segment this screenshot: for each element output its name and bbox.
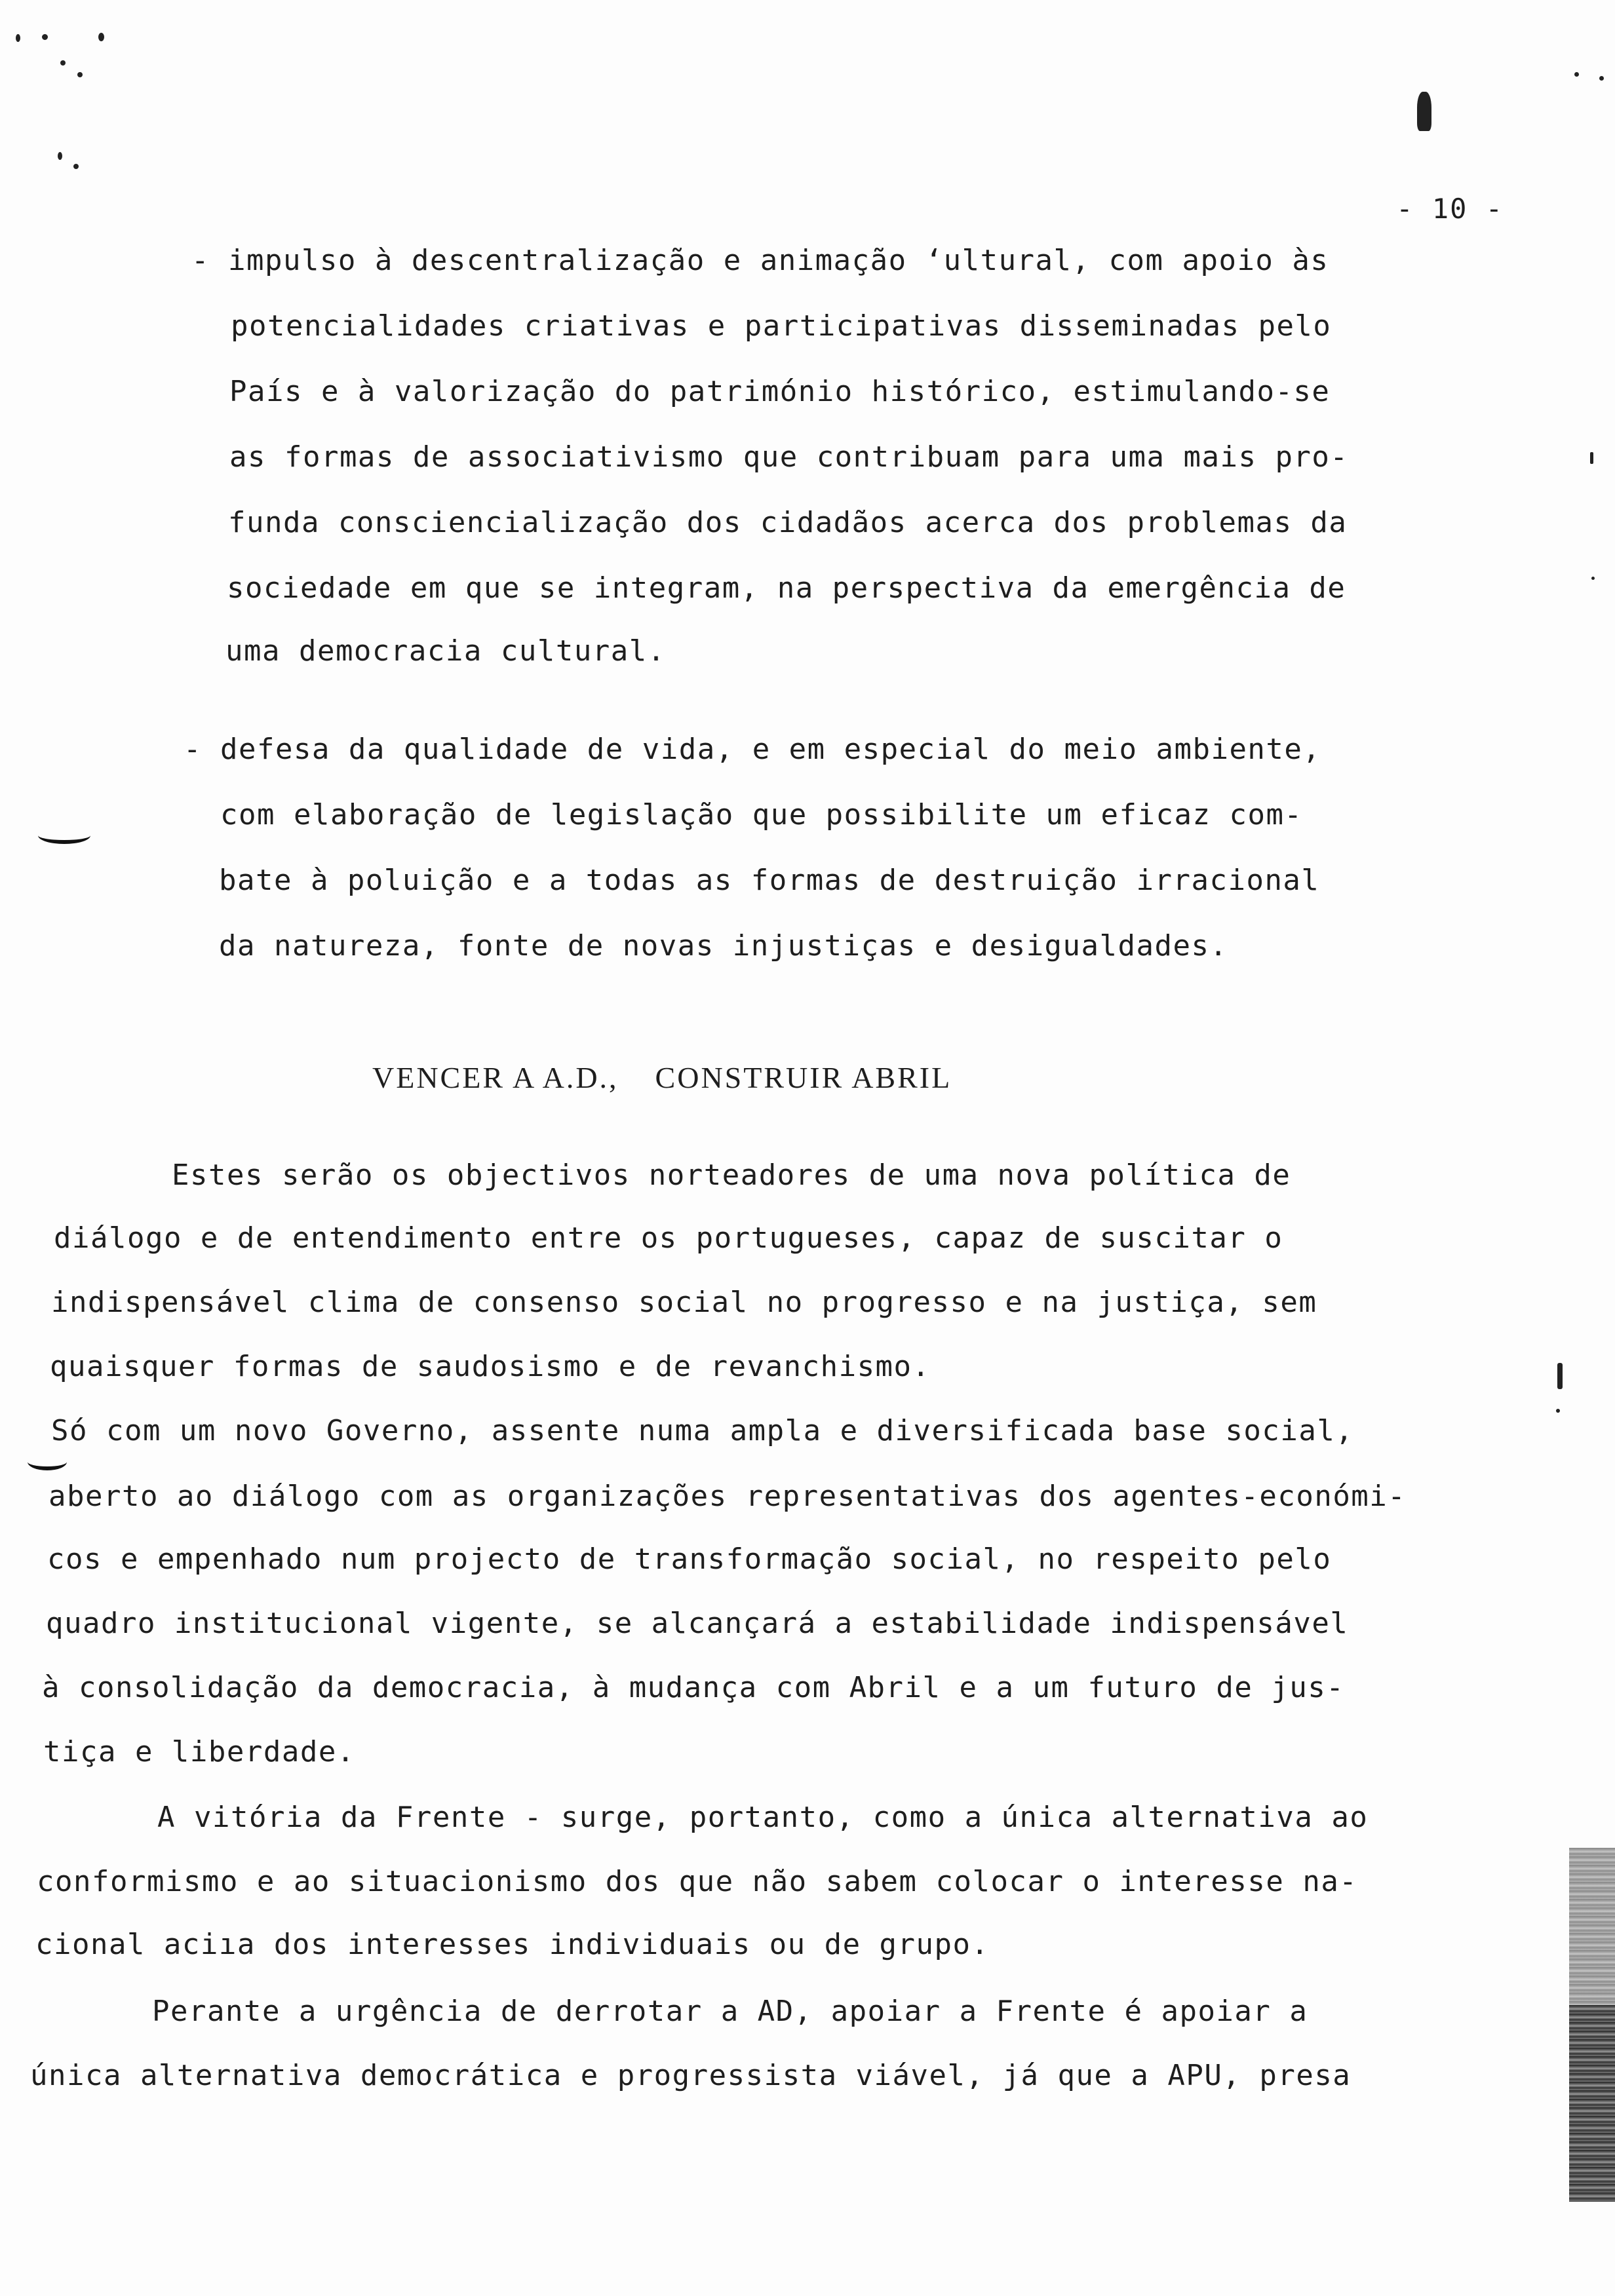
text-line: - impulso à descentralização e animação ʻultural, com apoio às [191,244,1329,277]
text-line: à consolidação da democracia, à mudança com Abril e a um futuro de jus- [42,1671,1345,1704]
margin-mark [28,1453,67,1470]
text-line: quaisquer formas de saudosismo e de revanchismo. [50,1350,931,1383]
scan-speck [1417,92,1431,131]
scan-speck [98,33,104,41]
text-line: potencialidades criativas e participativas disseminadas pelo [231,309,1332,343]
text-line: - defesa da qualidade de vida, e em especial do meio ambiente, [184,733,1321,766]
text-line: com elaboração de legislação que possibilite um eficaz com- [220,798,1303,832]
text-line: aberto ao diálogo com as organizações representativas dos agentes-económi- [49,1480,1407,1513]
text-line: Só com um novo Governo, assente numa ampla e diversificada base social, [51,1414,1354,1447]
text-line: funda consciencialização dos cidadãos acerca dos problemas da [228,506,1348,539]
text-line: cos e empenhado num projecto de transformação social, no respeito pelo [47,1542,1332,1576]
text-line: única alternativa democrática e progressista viável, já que a APU, presa [30,2059,1352,2092]
text-line: conformismo e ao situacionismo dos que não sabem colocar o interesse na- [37,1865,1358,1898]
text-line: tiça e liberdade. [43,1735,355,1769]
text-line: da natureza, fonte de novas injustiças e desigualdades. [219,929,1228,963]
heading-part-2: CONSTRUIR ABRIL [655,1061,952,1094]
text-line: as formas de associativismo que contribuam para uma mais pro- [229,440,1349,474]
scan-speck [58,152,62,160]
scan-speck [1557,1363,1563,1389]
scan-edge-shadow [1569,2005,1615,2202]
scan-speck [1590,452,1593,464]
scan-speck [42,34,48,40]
scan-speck [1591,577,1595,580]
scan-speck [1556,1409,1560,1413]
text-line: diálogo e de entendimento entre os portugueses, capaz de suscitar o [54,1221,1283,1255]
text-line: uma democracia cultural. [225,634,666,668]
text-line: sociedade em que se integram, na perspectiva da emergência de [227,571,1346,605]
scan-speck [73,164,79,169]
margin-mark [38,827,90,844]
page-number: - 10 - [1396,193,1504,225]
text-line: País e à valorização do património histórico, estimulando-se [229,375,1331,408]
text-line: Perante a urgência de derrotar a AD, apoiar a Frente é apoiar a [152,1995,1308,2028]
text-line: Estes serão os objectivos norteadores de uma nova política de [172,1158,1291,1192]
heading-part-1: VENCER A A.D., [372,1061,619,1094]
scan-speck [60,60,66,66]
section-heading [372,1060,952,1095]
text-line: bate à poluição e a todas as formas de destruição irracional [219,864,1320,897]
text-line: quadro institucional vigente, se alcançará a estabilidade indispensável [46,1607,1349,1640]
scan-speck [77,72,83,77]
text-line: cional aciıa dos interesses individuais ou de grupo. [35,1928,990,1961]
text-line: indispensável clima de consenso social no progresso e na justiça, sem [51,1286,1317,1319]
scan-speck [1599,76,1604,81]
scan-speck [16,34,20,42]
scan-speck [1574,72,1579,77]
text-line: A vitória da Frente - surge, portanto, como a única alternativa ao [157,1801,1369,1834]
